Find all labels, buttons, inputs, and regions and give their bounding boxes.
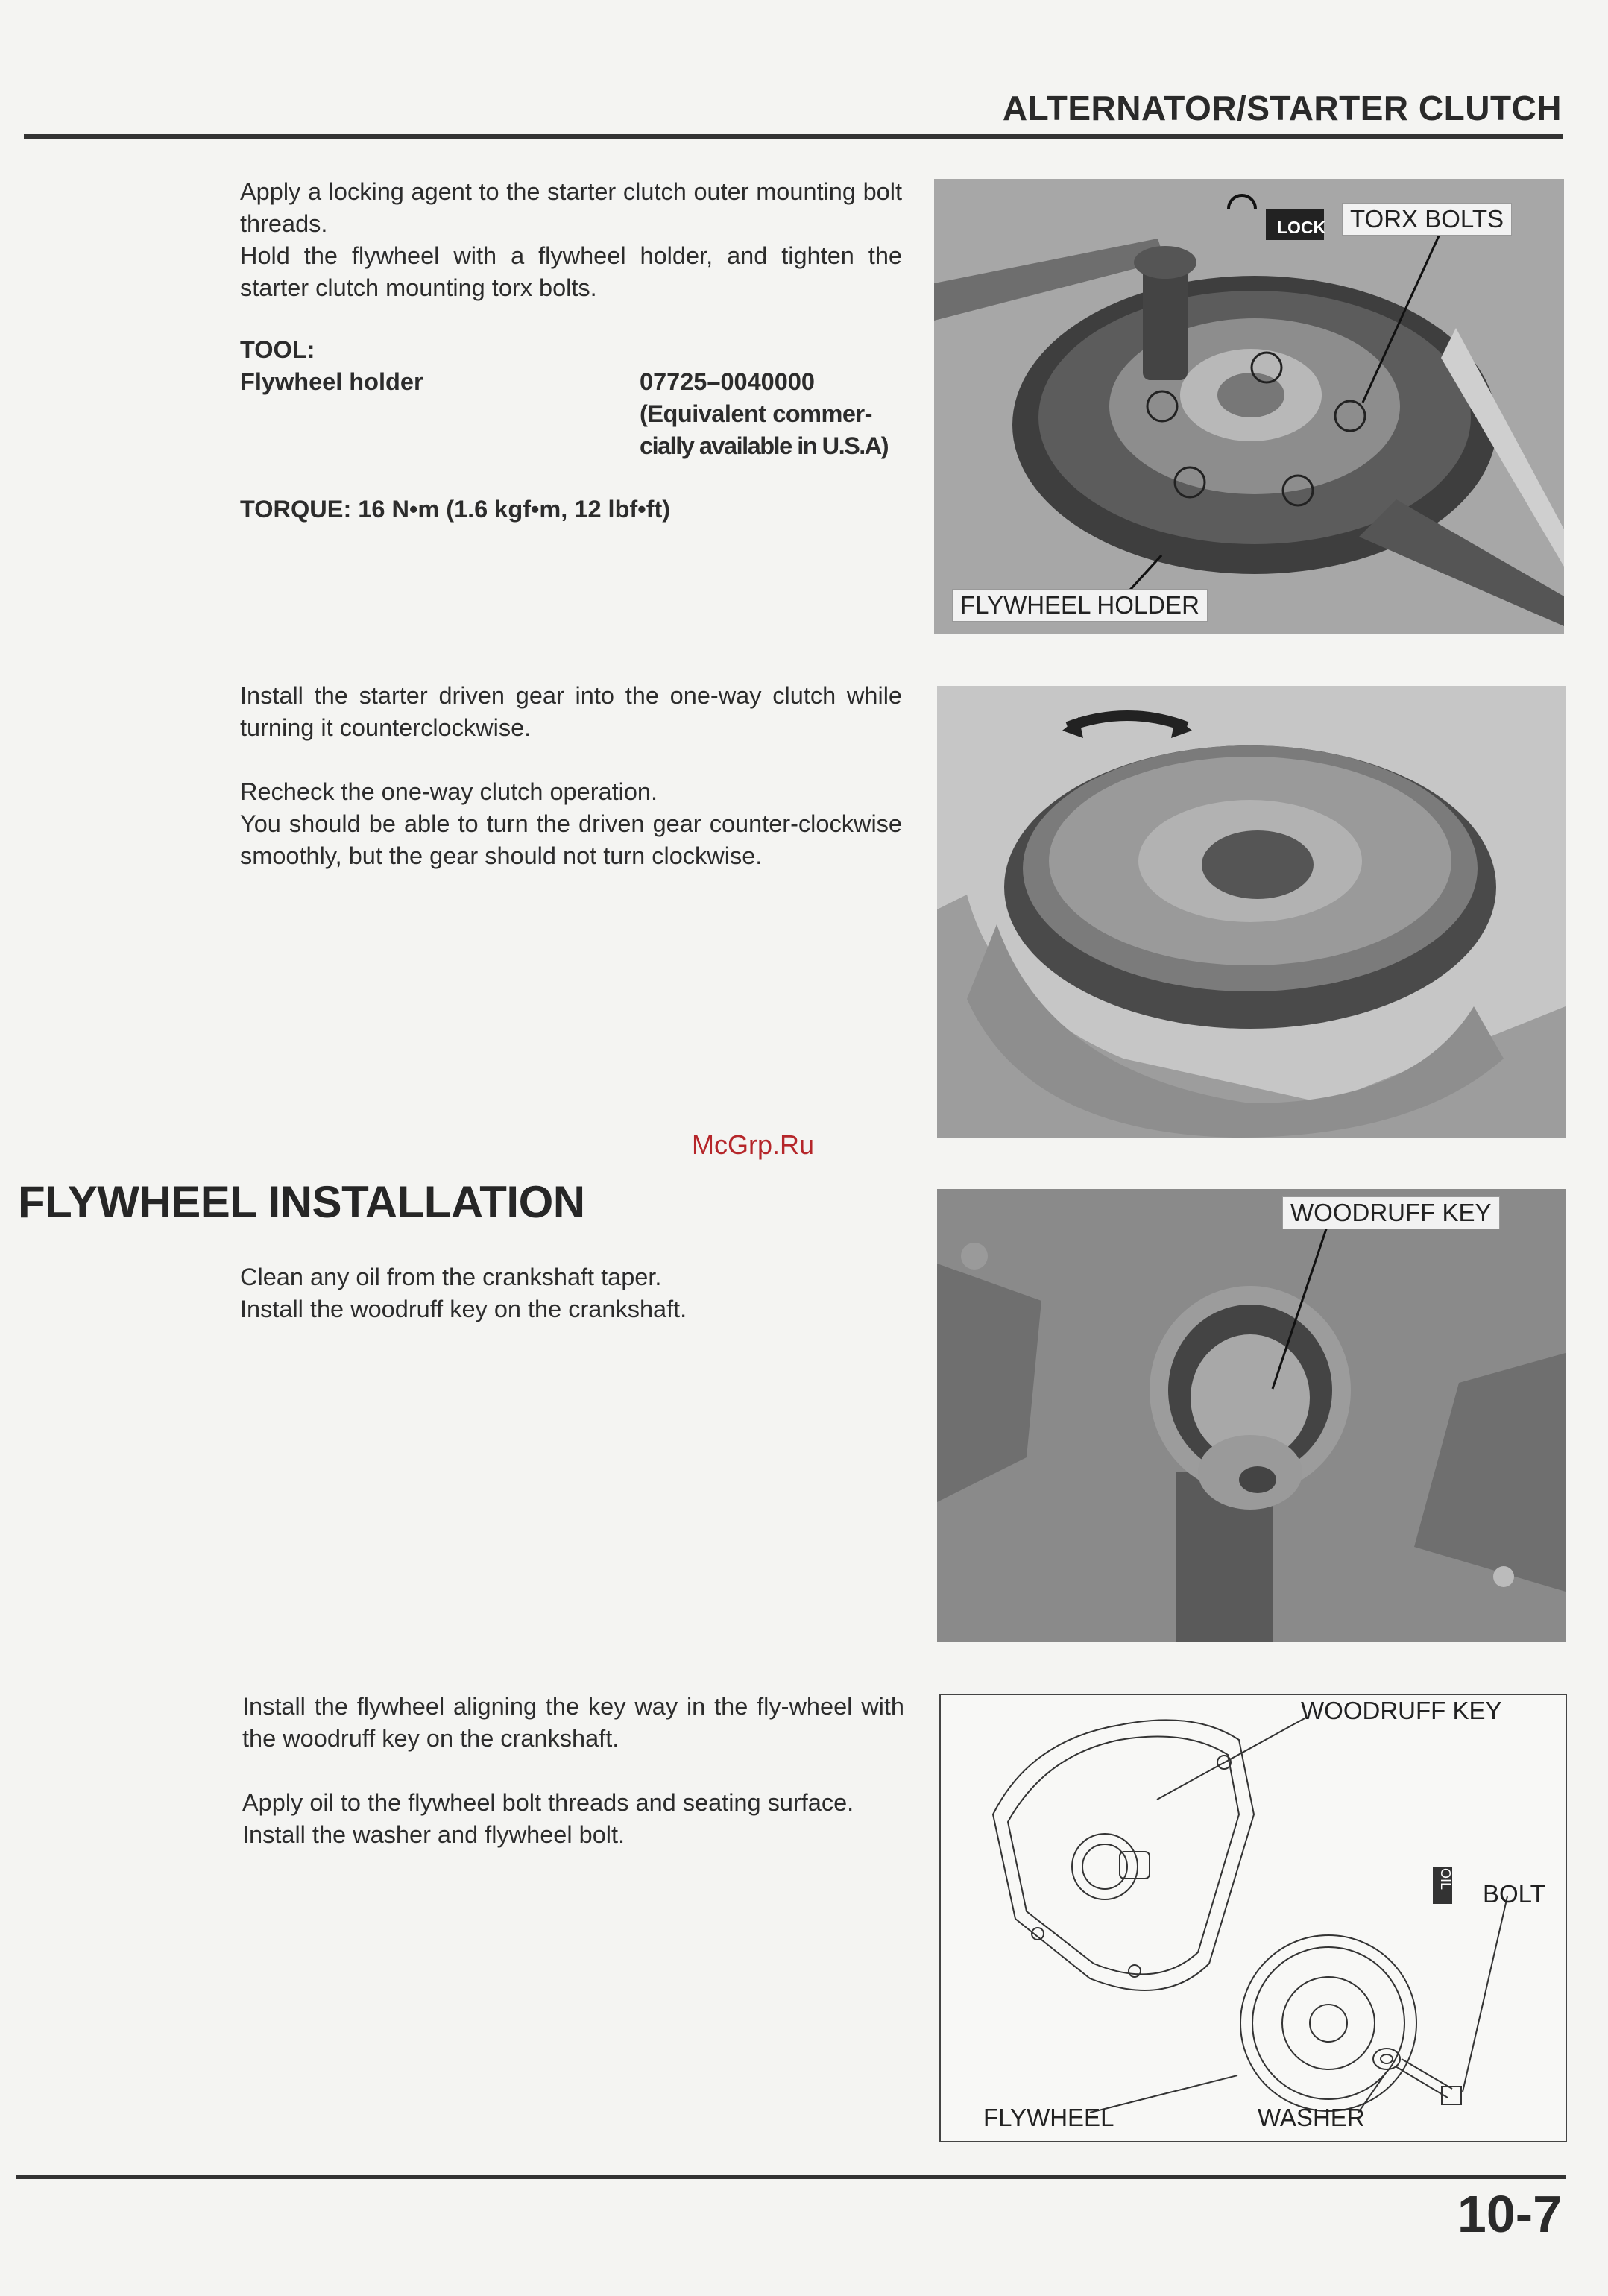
- instruction-text: Install the washer and flywheel bolt.: [242, 1821, 625, 1848]
- tool-note: cially available in U.S.A): [640, 432, 889, 459]
- step-install-flywheel: [242, 1691, 904, 1851]
- flywheel-holder-image: [934, 179, 1564, 634]
- section-header: ALTERNATOR/STARTER CLUTCH: [1002, 89, 1562, 127]
- woodruff-key-diagram-label: WOODRUFF KEY: [1301, 1697, 1502, 1724]
- bolt-label: BOLT: [1483, 1880, 1545, 1908]
- page-number: 10-7: [1457, 2185, 1562, 2243]
- step-driven-gear: [240, 680, 902, 872]
- photo-crankshaft: [937, 1189, 1566, 1642]
- step-woodruff-key: [240, 1261, 902, 1325]
- instruction-text: Install the flywheel aligning the key way in the fly-wheel with the woodruff key on the crankshaft.: [242, 1693, 904, 1752]
- flywheel-label: FLYWHEEL: [983, 2104, 1114, 2131]
- lock-icon-label: LOCK: [1277, 218, 1326, 237]
- flywheel-diagram-drawing: [941, 1695, 1566, 2141]
- instruction-text: Install the starter driven gear into the one-way clutch while turning it counterclockwise.: [240, 682, 902, 741]
- instruction-text: Apply a locking agent to the starter clutch outer mounting bolt threads.: [240, 178, 902, 237]
- oil-label: OIL: [1438, 1867, 1454, 1890]
- torque-spec: TORQUE: 16 N•m (1.6 kgf•m, 12 lbf•ft): [240, 496, 671, 523]
- instruction-text: Recheck the one-way clutch operation.: [240, 778, 658, 805]
- flywheel-holder-callout: FLYWHEEL HOLDER: [952, 589, 1208, 622]
- torx-bolts-callout: TORX BOLTS: [1342, 203, 1512, 236]
- flywheel-diagram: [939, 1694, 1567, 2142]
- photo-driven-gear: [937, 686, 1566, 1138]
- footer-rule: [16, 2175, 1566, 2179]
- tool-number: 07725–0040000: [640, 368, 815, 395]
- photo-flywheel-holder: [934, 179, 1564, 634]
- tool-heading: TOOL:: [240, 336, 315, 363]
- tool-name: Flywheel holder: [240, 368, 423, 395]
- header-rule: [24, 134, 1563, 139]
- section-title: FLYWHEEL INSTALLATION: [18, 1177, 585, 1227]
- instruction-text: Install the woodruff key on the crankshaft.: [240, 1296, 687, 1322]
- instruction-text: Hold the flywheel with a flywheel holder, and tighten the starter clutch mounting torx bolts.: [240, 242, 902, 301]
- woodruff-key-label: WOODRUFF KEY: [1282, 1196, 1500, 1229]
- tool-note: (Equivalent commer-: [640, 400, 872, 427]
- instruction-text: Apply oil to the flywheel bolt threads and seating surface.: [242, 1789, 854, 1816]
- washer-label: WASHER: [1258, 2104, 1365, 2131]
- step-locking-agent: [240, 176, 902, 304]
- watermark: McGrp.Ru: [692, 1129, 815, 1160]
- instruction-text: You should be able to turn the driven gear counter-clockwise smoothly, but the gear should not turn clockwise.: [240, 810, 902, 869]
- crankshaft-image: [937, 1189, 1566, 1642]
- instruction-text: Clean any oil from the crankshaft taper.: [240, 1264, 662, 1290]
- driven-gear-image: [937, 686, 1566, 1138]
